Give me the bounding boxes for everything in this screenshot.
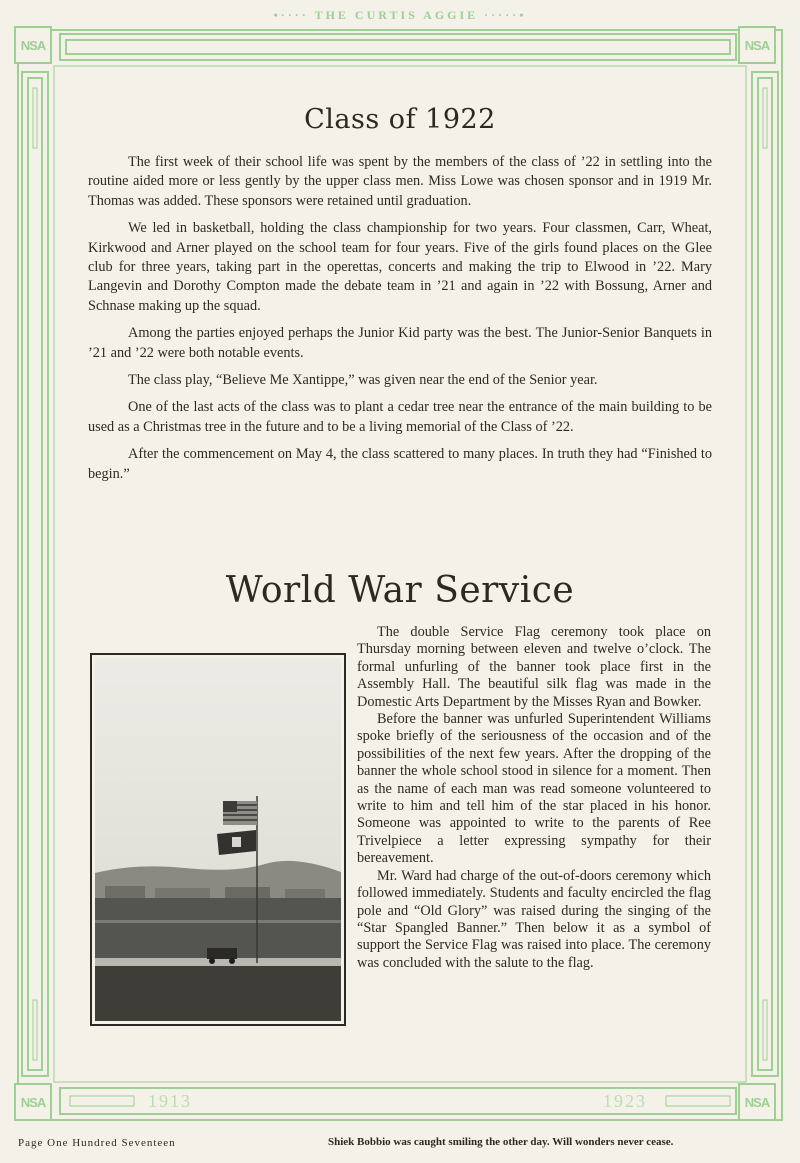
corner-logo-bottom-left: NSA [14, 1083, 52, 1121]
corner-logo-top-left: NSA [14, 26, 52, 64]
war-service-text [357, 624, 711, 972]
border-year-start: 1913 [148, 1091, 192, 1111]
class-paragraph: After the commencement on May 4, the class scattered to many places. In truth they had “Finished to begin.” [88, 446, 712, 482]
class-paragraph: One of the last acts of the class was to plant a cedar tree near the entrance of the main building to be used as a Christmas tree in the future and to be a living memorial of the Class of ’22. [88, 399, 712, 435]
running-head: •···· THE CURTIS AGGIE ·····• [273, 8, 527, 22]
war-paragraph: Before the banner was unfurled Superintendent Williams spoke briefly of the seriousness of the occasion and of the possibilities of the next few years. After the dropping of the banner the whole school stood in silence for a moment. Then as the name of each man was read someone volunteered to write to him and tell him of the star placed in his honor. Someone was appointed to write to the parents of Ree Trivelpiece a letter expressing sympathy for their bereavement. [357, 711, 711, 867]
class-paragraph: The class play, “Believe Me Xantippe,” was given near the end of the Senior year. [128, 372, 598, 389]
class-paragraph: We led in basketball, holding the class championship for two years. Four classmen, Carr, Wheat, Kirkwood and Arner played on the school team for four years. Five of the girls found places on the Glee club for three years, taking part in the operettas, concerts and making the trip to Elwood in ’22. Mary Langevin and Dorothy Compton made the debate team in ’21 and again in ’22 with Bossung, Arner and Schnase making up the squad. [88, 220, 712, 314]
flag-ceremony-photo [90, 653, 346, 1026]
corner-logo-top-right: NSA [738, 26, 776, 64]
page-number-label: Page One Hundred Seventeen [18, 1137, 176, 1149]
war-paragraph: Mr. Ward had charge of the out-of-doors ceremony which followed immediately. Students and faculty encircled the flag pole and “Old Glory” was raised during the singing of the “Star Spangled Banner.” Then below it as a symbol of support the Service Flag was raised into place. The ceremony was concluded with the salute to the flag. [357, 867, 711, 971]
war-service-title: World War Service [225, 570, 575, 611]
class-section [88, 104, 712, 484]
class-title: Class of 1922 [304, 104, 496, 135]
footer-joke: Shiek Bobbio was caught smiling the other day. Will wonders never cease. [328, 1136, 674, 1148]
class-paragraph: The first week of their school life was spent by the members of the class of ’22 in settling into the routine aided more or less gently by the upper class men. Miss Lowe was chosen sponsor and in 1919 Mr. Thomas was added. These sponsors were retained until graduation. [88, 154, 712, 209]
war-paragraph: The double Service Flag ceremony took place on Thursday morning between eleven and twelve o’clock. The formal unfurling of the banner took place first in the Assembly Hall. The beautiful silk flag was made in the Domestic Arts Department by the Misses Ryan and Bowker. [357, 624, 711, 710]
flag-photo-image [95, 658, 341, 1021]
border-year-end: 1923 [603, 1091, 647, 1111]
class-paragraph: Among the parties enjoyed perhaps the Junior Kid party was the best. The Junior-Senior Banquets in ’21 and ’22 were both notable events. [88, 325, 712, 361]
corner-logo-bottom-right: NSA [738, 1083, 776, 1121]
